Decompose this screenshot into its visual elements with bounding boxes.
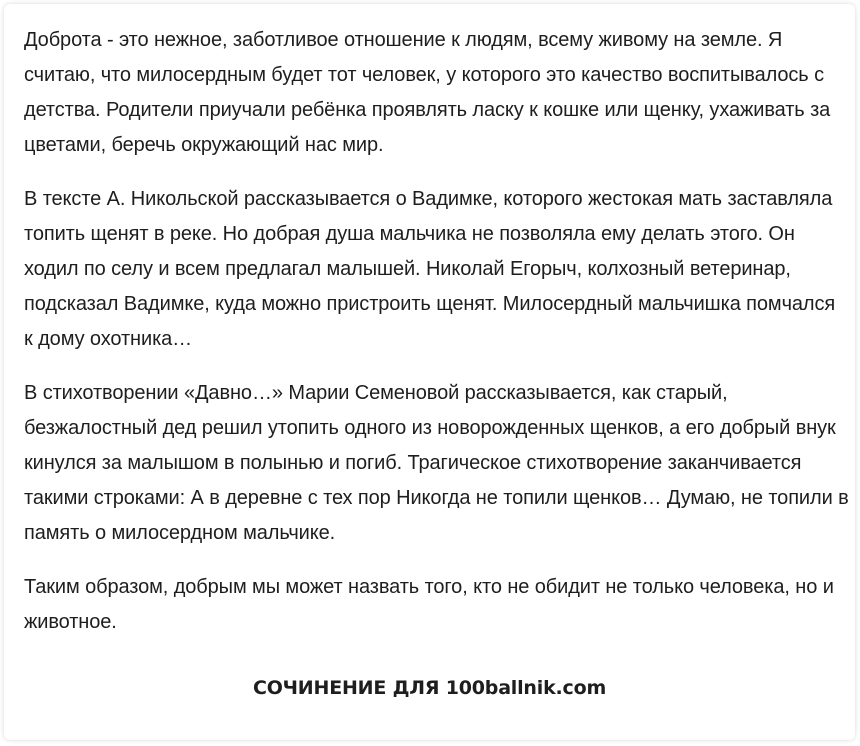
essay-paragraph-3: В стихотворении «Давно…» Марии Семеновой рассказывается, как старый, безжалостный дед решил утопить одного из новорожденных щенков, а его добрый внук кинулся за малышом в полынью и погиб. Трагическое стихотворение заканчивается такими строками: А в деревне с тех пор Никогда не топили щенков… Думаю, не топили в память о милосердном мальчике. <box>24 382 849 544</box>
essay-paragraph-1: Доброта - это нежное, заботливое отношение к людям, всему живому на земле. Я считаю, что милосердным будет тот человек, у которого это качество воспитывалось с детства. Родители приучали ребёнка проявлять ласку к кошке или щенку, ухаживать за цветами, беречь окружающий нас мир. <box>24 29 831 156</box>
essay-text <box>24 23 849 659</box>
essay-paragraph-4: Таким образом, добрым мы может назвать того, кто не обидит не только человека, но и животное. <box>24 576 834 633</box>
essay-paragraph-2: В тексте А. Никольской рассказывается о Вадимке, которого жестокая мать заставляла топить щенят в реке. Но добрая душа мальчика не позволяла ему делать этого. Он ходил по селу и всем предлагал малышей. Николай Егорыч, колхозный ветеринар, подсказал Вадимке, куда можно пристроить щенят. Милосердный мальчишка помчался к дому охотника… <box>24 188 836 350</box>
essay-card <box>4 4 855 740</box>
source-caption: СОЧИНЕНИЕ ДЛЯ 100ballnik.com <box>252 677 607 699</box>
